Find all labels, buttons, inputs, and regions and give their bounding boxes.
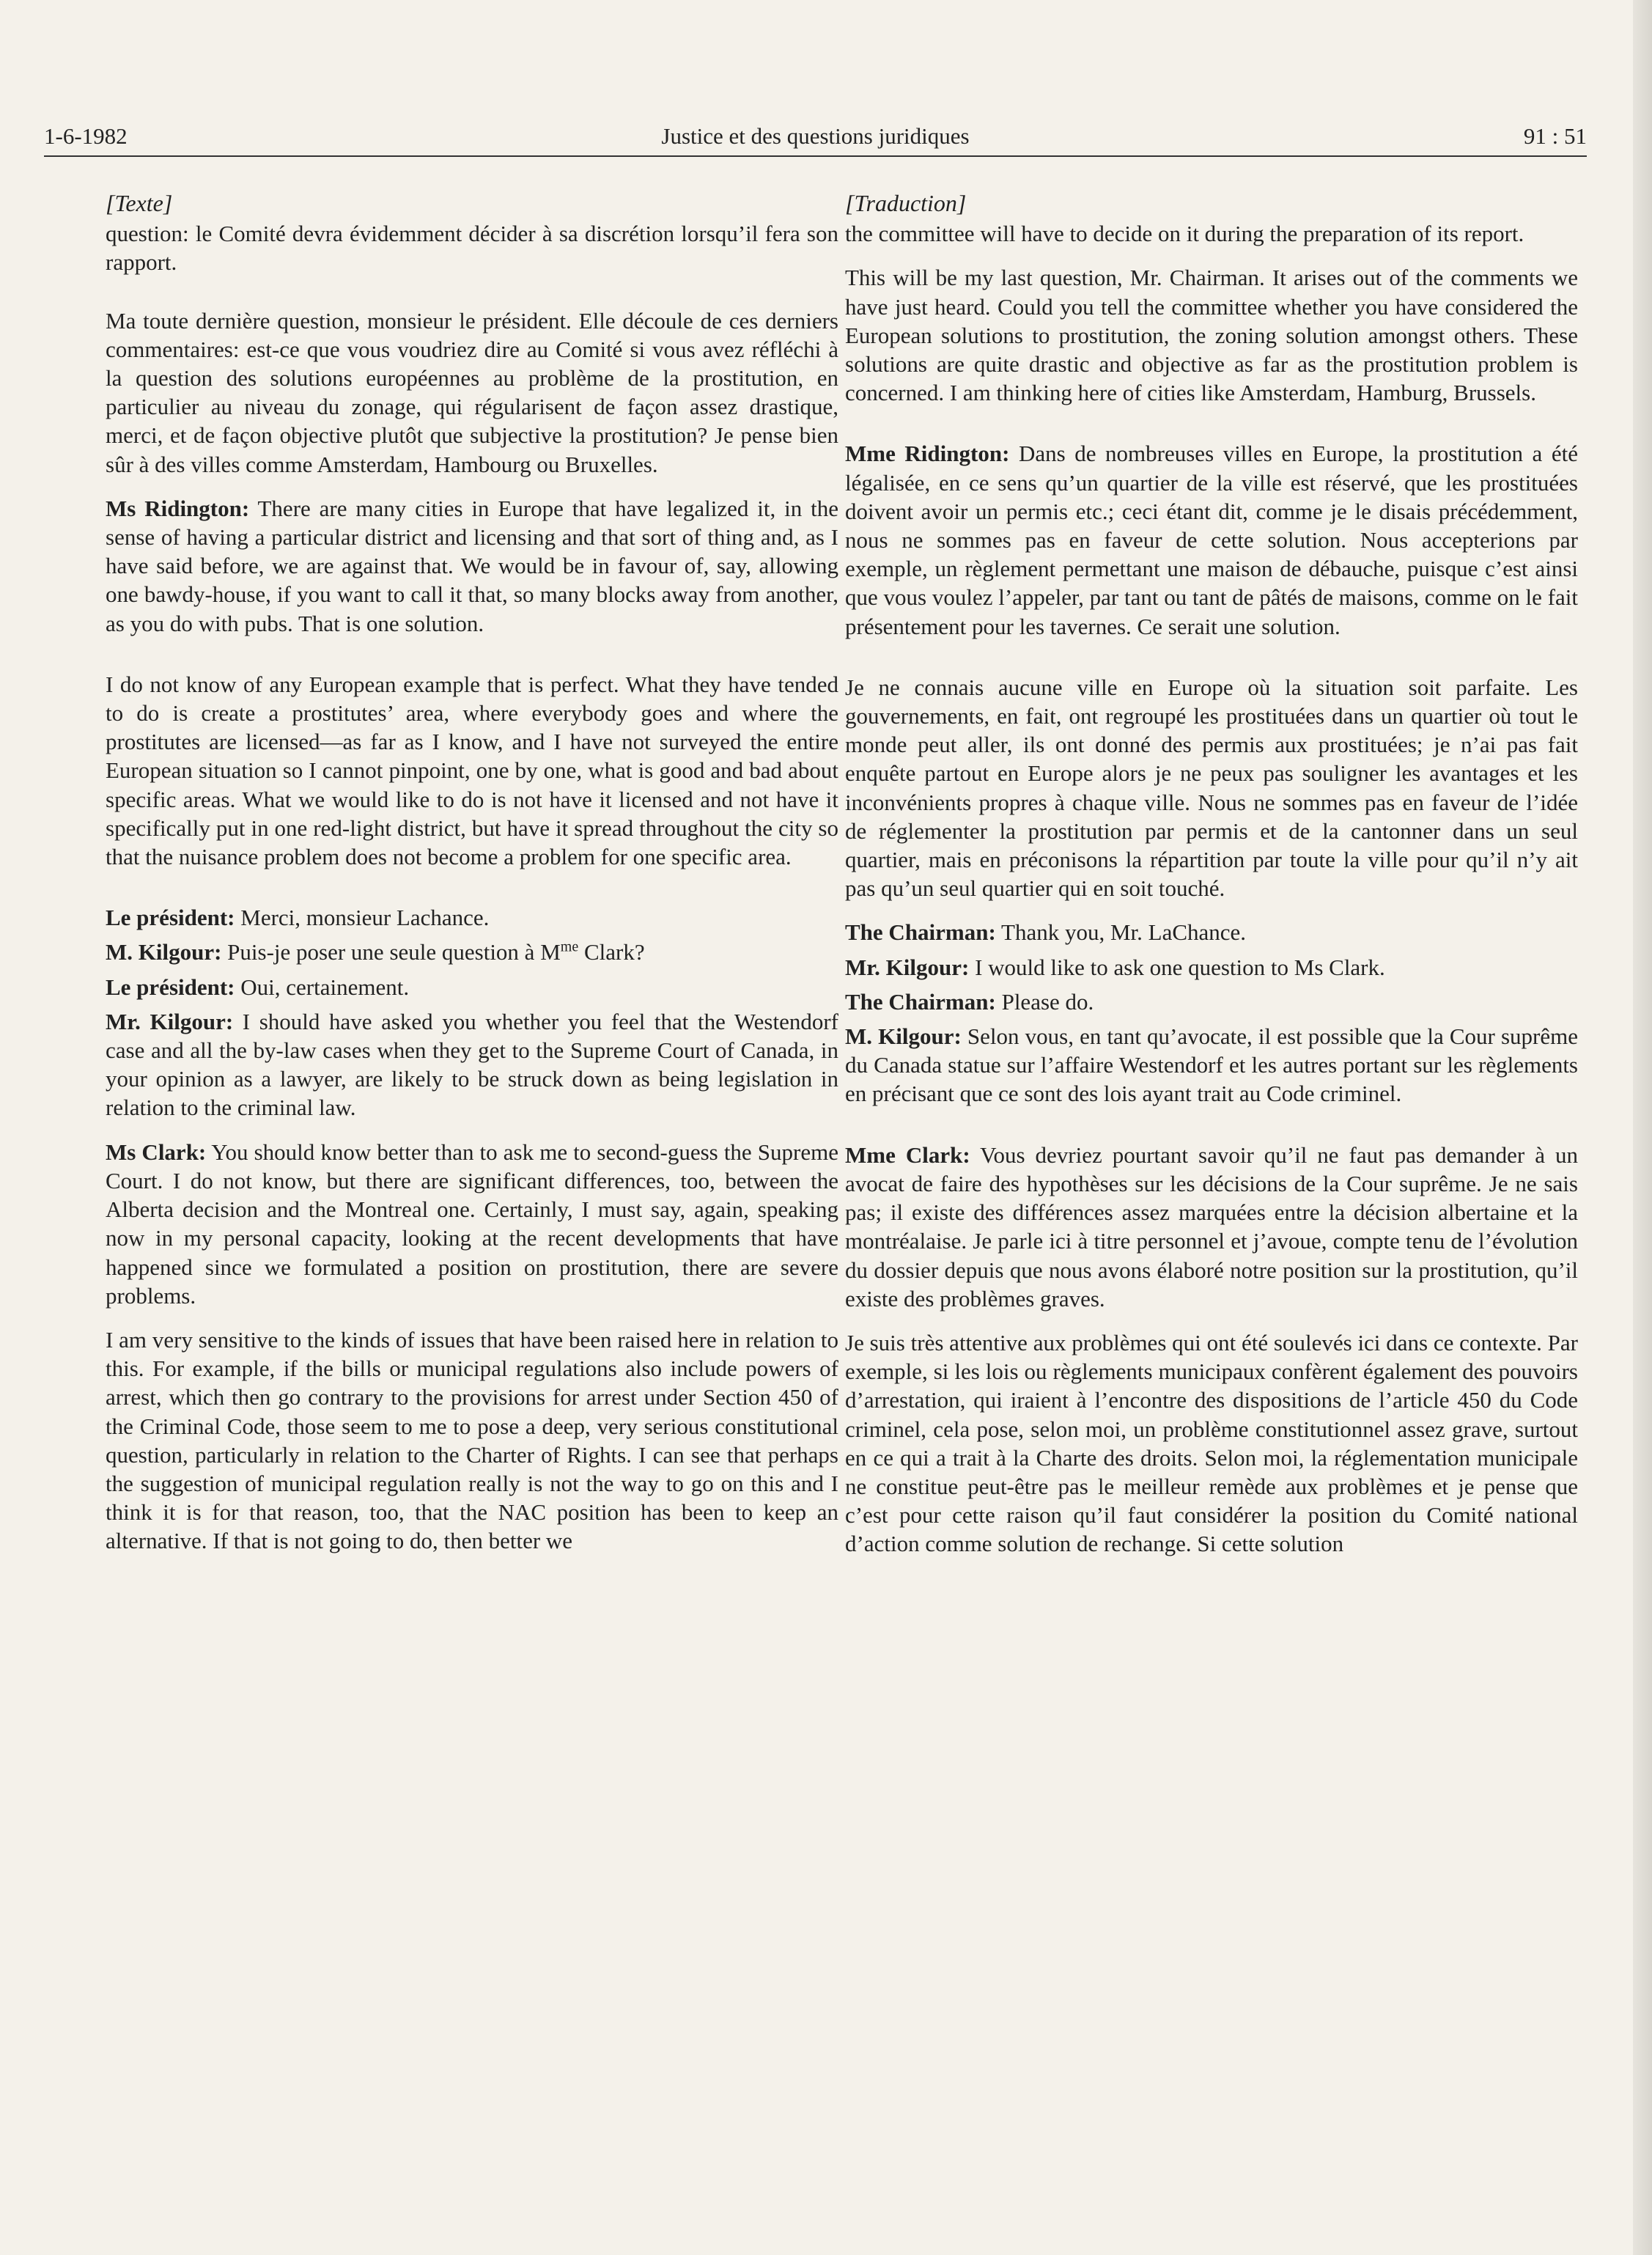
right-column-english <box>845 189 1578 1574</box>
paragraph: Je ne connais aucune ville en Europe où la situation soit parfaite. Les gouvernements, en fait, ont regroupé les prostituées dans un quartier où tout le monde peut aller, ils ont donné des permis aux prostituées; je n’ai pas fait enquête partout en Europe alors je ne peux pas souligner les avantages et les inconvénients propres à chaque ville. Nous ne sommes pas en faveur de l’idée de réglementer la prostitution par permis et de la cantonner dans un seul quartier, mais en préconisons la répartition par toute la ville pour qu’il n’y ait pas qu’un seul quartier qui en soit touché. <box>845 674 1578 902</box>
page-edge <box>1633 0 1652 2255</box>
speaker-name: Le président: <box>106 974 235 1000</box>
speaker-name: The Chairman: <box>845 919 996 946</box>
speaker-name: Le président: <box>106 905 235 931</box>
speaker-name: Ms Clark: <box>106 1138 207 1165</box>
paragraph: Le président: Oui, certainement. <box>106 974 410 1000</box>
header-title: Justice et des questions juridiques <box>661 123 970 149</box>
speaker-name: The Chairman: <box>845 988 996 1015</box>
paragraph: Mr. Kilgour: I would like to ask one question to Ms Clark. <box>845 954 1385 980</box>
paragraph: M. Kilgour: Puis-je poser une seule question à $M^{me}$ Clark? <box>106 939 645 965</box>
paragraph: Mme Clark: Vous devriez pourtant savoir qu’il ne faut pas demander à un avocat de faire des hypothèses sur les décisions de la Cour suprême. Je ne sais pas; il existe des différences assez marquées entre la décision albertaine et la montréalaise. Je parle ici à titre personnel et j’avoue, compte tenu de l’évolution du dossier depuis que nous avons élaboré notre position sur la prostitution, qu’il existe des problèmes graves. <box>845 1141 1578 1312</box>
paragraph: The Chairman: Thank you, Mr. LaChance. <box>845 919 1247 946</box>
paragraph: Ms Clark: You should know better than to ask me to second-guess the Supreme Court. I do not know, but there are significant differences, too, between the Alberta decision and the Montreal one. Certainly, I must say, again, speaking now in my personal capacity, looking at the recent developments that have happened since we formulated a position on prostitution, there are severe problems. <box>106 1138 838 1309</box>
paragraph: I am very sensitive to the kinds of issues that have been raised here in relation to this. For example, if the bills or municipal regulations also include powers of arrest, which then go contrary to the provisions for arrest under Section 450 of the Criminal Code, those seem to me to pose a deep, very serious constitutional question, particularly in relation to the Charter of Rights. I can see that perhaps the suggestion of municipal regulation really is not the way to go on this and I think it is for that reason, too, that the NAC position has been to keep an alternative. If that is not going to do, then better we <box>106 1326 838 1554</box>
paragraph: Je suis très attentive aux problèmes qui ont été soulevés ici dans ce contexte. Par exemple, si les lois ou règlements municipaux confèrent également des pouvoirs d’arrestation, qui iraient à l’encontre des dispositions de l’article 450 du Code criminel, cela pose, selon moi, un problème constitutionnel assez grave, surtout en ce qui a trait à la Charte des droits. Selon moi, la réglementation municipale ne constitue peut-être pas le meilleur remède aux problèmes et je pense que c’est pour cette raison qu’il faut considérer la position du Comité national d’action comme solution de rechange. Si cette solution <box>845 1329 1578 1557</box>
paragraph: Mme Ridington: Dans de nombreuses villes en Europe, la prostitution a été légalisée, en ce sens qu’un quartier de la ville est réservé, que les prostituées doivent avoir un permis etc.; ceci étant dit, comme je le disais précédemment, nous ne sommes pas en faveur de cette solution. Nous accepterions par exemple, un règlement permettant une maison de débauche, puisque c’est ainsi que vous voulez l’appeler, par tant ou tant de pâtés de maisons, comme on le fait présentement pour les tavernes. Ce serait une solution. <box>845 441 1578 639</box>
paragraph: the committee will have to decide on it during the preparation of its report. <box>845 221 1524 247</box>
paragraph: M. Kilgour: Selon vous, en tant qu’avocate, il est possible que la Cour suprême du Canada statue sur l’affaire Westendorf et les autres portant sur les règlements en précisant que ce sont des lois ayant trait au Code criminel. <box>845 1023 1578 1107</box>
speaker-name: Mr. Kilgour: <box>845 954 970 980</box>
paragraph: Le président: Merci, monsieur Lachance. <box>106 905 490 931</box>
paragraph: I do not know of any European example that is perfect. What they have tended to do is create a prostitutes’ area, where everybody goes and where the prostitutes are licensed—as far as I know, and I have not surveyed the entire European situation so I cannot pinpoint, one by one, what is good and bad about specific areas. What we would like to do is not have it licensed and not have it specifically put in one red-light district, but have it spread throughout the city so that the nuisance problem does not become a problem for one specific area. <box>106 671 838 870</box>
running-header <box>44 120 1587 157</box>
speaker-name: Ms Ridington: <box>106 495 250 521</box>
header-page-number: 91 : 51 <box>1523 123 1587 149</box>
speaker-name: M. Kilgour: <box>845 1023 962 1050</box>
paragraph: The Chairman: Please do. <box>845 988 1094 1015</box>
speaker-name: M. Kilgour: <box>106 939 222 965</box>
speaker-name: Mr. Kilgour: <box>106 1008 234 1034</box>
paragraph: question: le Comité devra évidemment décider à sa discrétion lorsqu’il fera son rapport. <box>106 221 838 276</box>
header-date: 1-6-1982 <box>44 123 128 149</box>
paragraph: Mr. Kilgour: I should have asked you whether you feel that the Westendorf case and all the by-law cases when they get to the Supreme Court of Canada, in your opinion as a lawyer, are likely to be struck down as being legislation in relation to the criminal law. <box>106 1008 838 1121</box>
paragraph: This will be my last question, Mr. Chairman. It arises out of the comments we have just heard. Could you tell the committee whether you have considered the European solutions to prostitution, the zoning solution amongst others. These solutions are quite drastic and objective as far as the prostitution problem is concerned. I am thinking here of cities like Amsterdam, Hamburg, Brussels. <box>845 265 1578 406</box>
paragraph: Ms Ridington: There are many cities in Europe that have legalized it, in the sense of having a particular district and licensing and that sort of thing and, as I have said before, we are against that. We would be in favour of, say, allowing one bawdy-house, if you want to call it that, so many blocks away from another, as you do with pubs. That is one solution. <box>106 495 838 636</box>
left-column-french <box>106 189 838 1571</box>
language-tag-texte: [Texte] <box>106 190 173 216</box>
speaker-name: Mme Clark: <box>845 1141 970 1168</box>
paragraph: Ma toute dernière question, monsieur le président. Elle découle de ces derniers commentaires: est-ce que vous voudriez dire au Comité si vous avez réfléchi à la question des solutions européennes au problème de la prostitution, en particulier au niveau du zonage, qui régularisent de façon assez drastique, merci, et de façon objective plutôt que subjective la prostitution? Je pense bien sûr à des villes comme Amsterdam, Hambourg ou Bruxelles. <box>106 307 838 477</box>
speaker-name: Mme Ridington: <box>845 441 1010 467</box>
language-tag-traduction: [Traduction] <box>845 190 967 216</box>
